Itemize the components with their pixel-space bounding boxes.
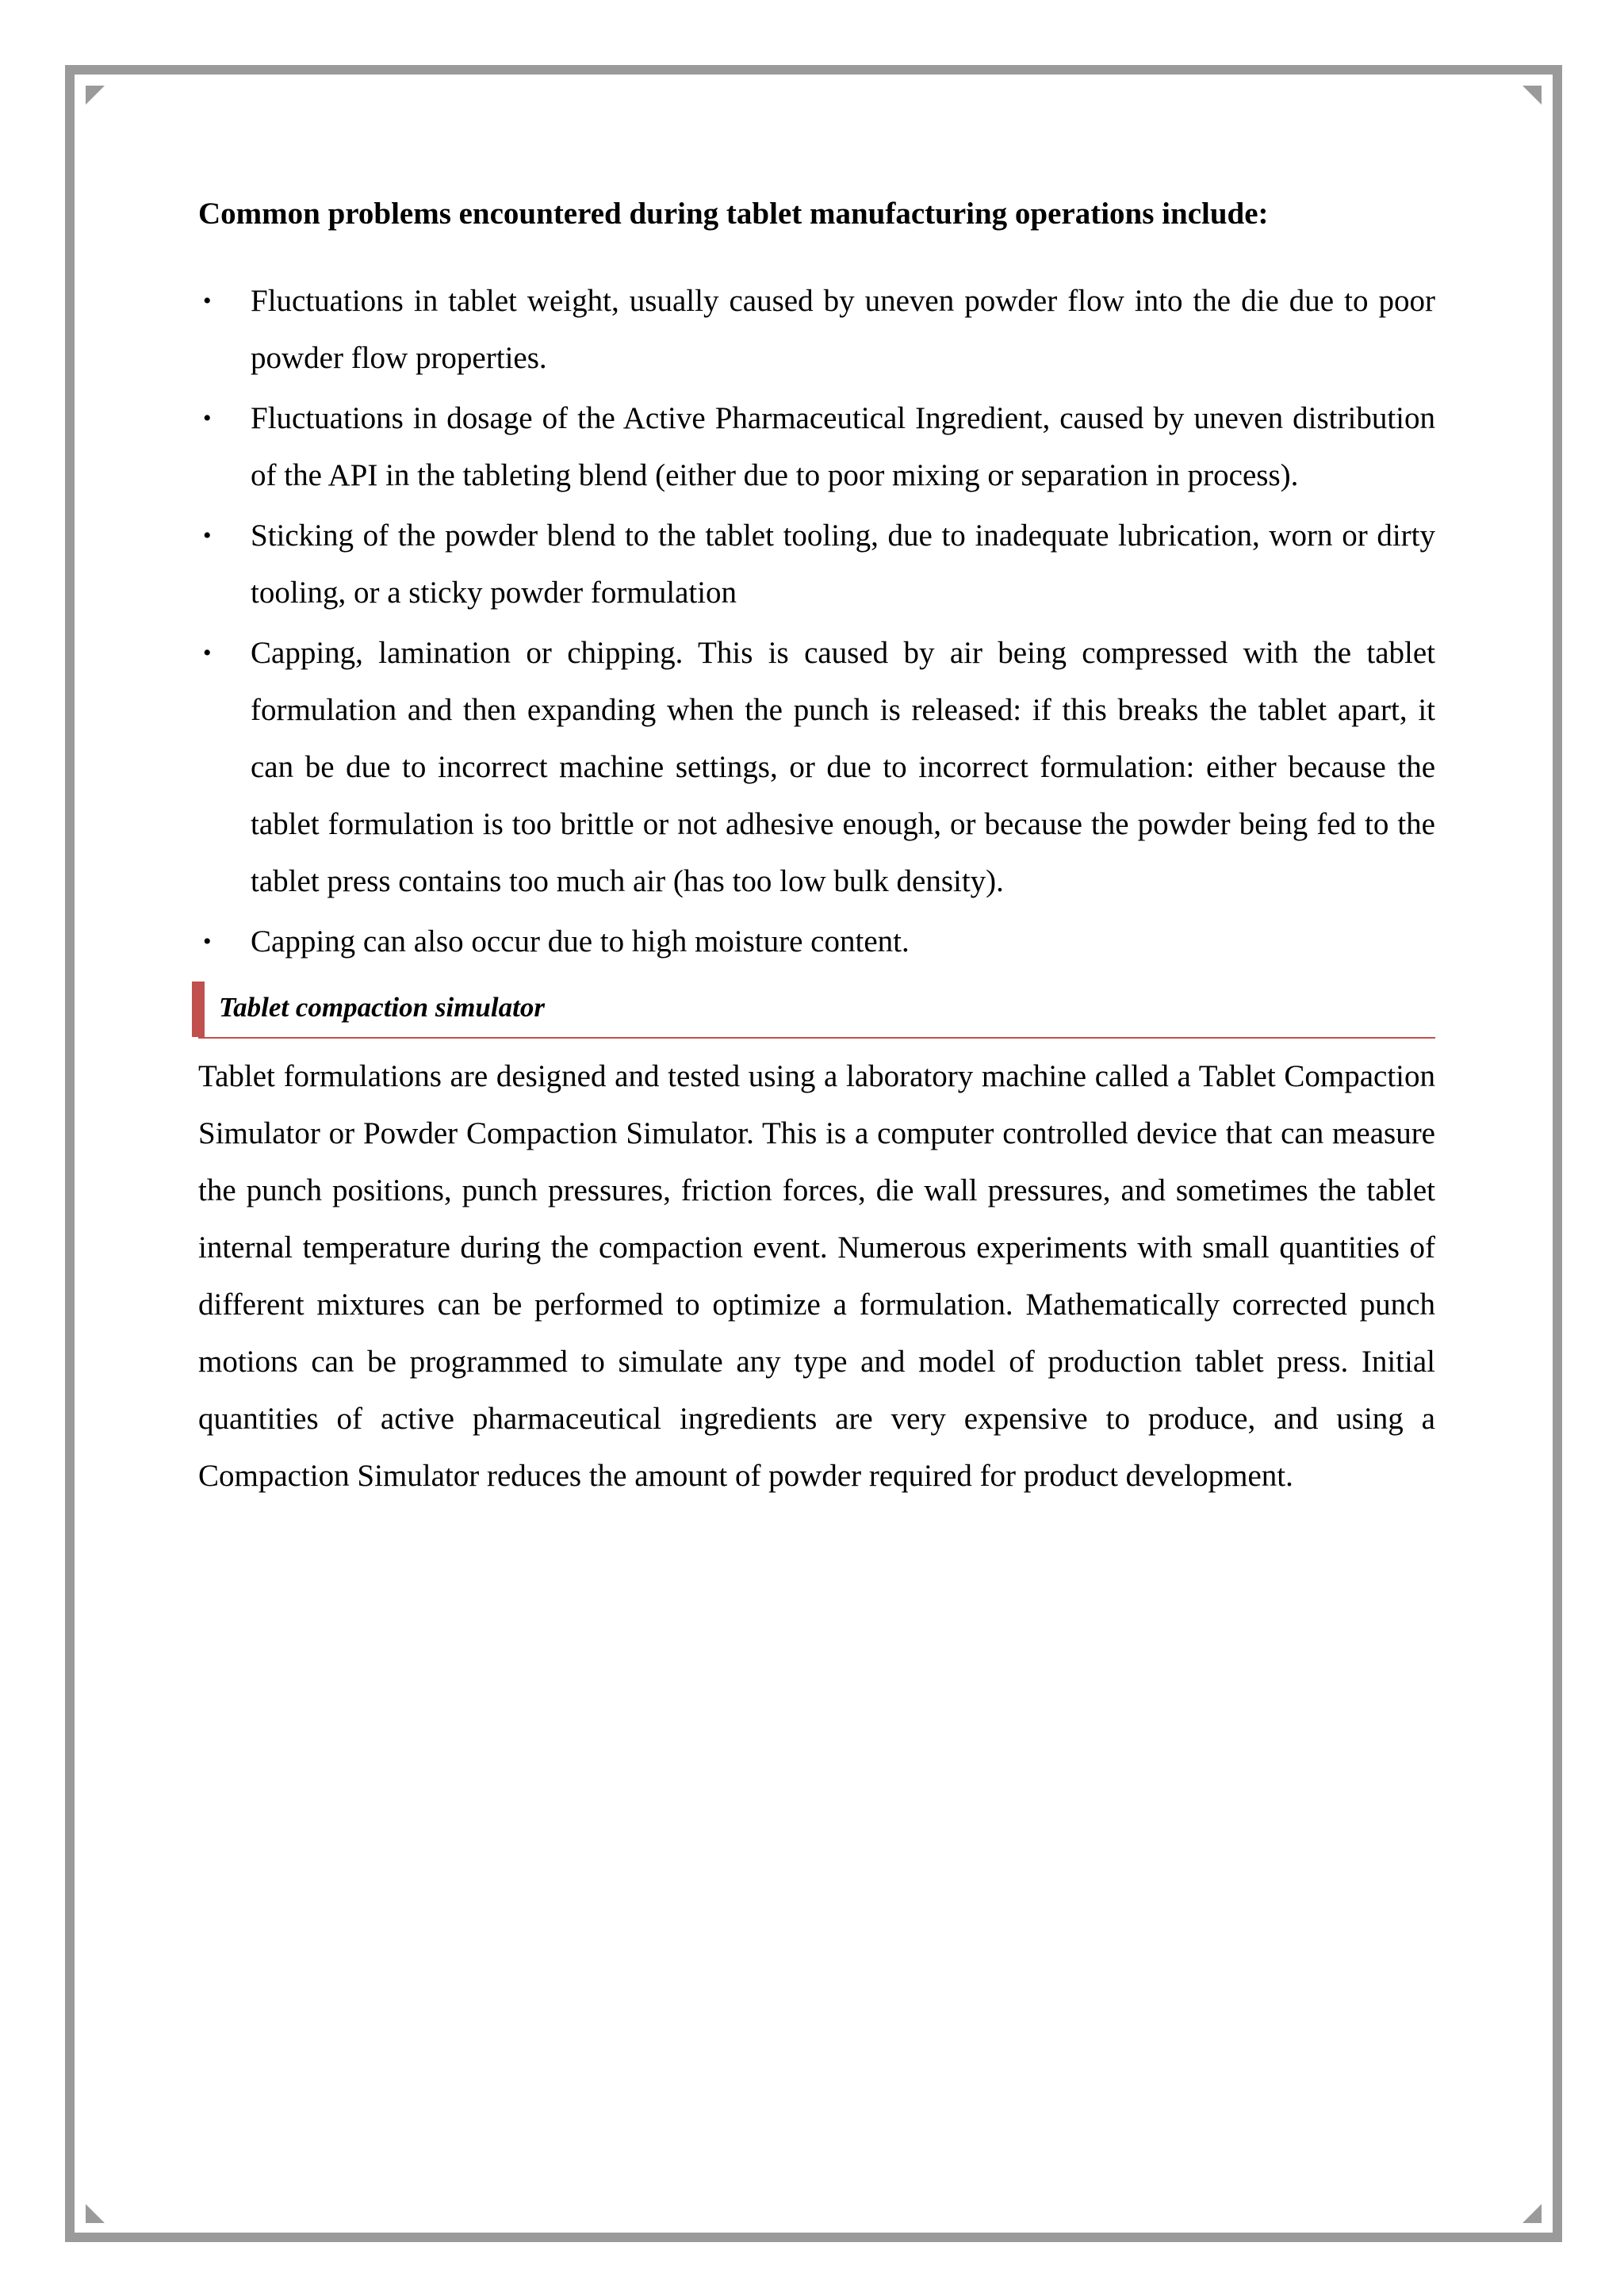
section-title: Tablet compaction simulator (219, 992, 545, 1023)
section-accent-bar (192, 982, 205, 1037)
list-item (198, 507, 1435, 622)
bullet-icon: • (203, 928, 212, 955)
frame-corner-triangle (1522, 2204, 1542, 2223)
section-heading (198, 982, 1435, 1039)
frame-corner-square (65, 65, 75, 75)
page-heading: Common problems encountered during tablet manufacturing operations include: (198, 197, 1269, 231)
list-item (198, 390, 1435, 504)
list-item-text: Fluctuations in dosage of the Active Pharmaceutical Ingredient, caused by uneven distribution of the API in the tableting blend (either due to poor mixing or separation in process). (251, 401, 1435, 492)
frame-bottom-border (65, 2233, 1562, 2242)
list-item-text: Capping can also occur due to high moisture content. (251, 924, 910, 959)
frame-corner-triangle (86, 86, 105, 105)
frame-corner-square (65, 2233, 75, 2242)
problems-list (198, 273, 1435, 970)
list-item-text: Capping, lamination or chipping. This is caused by air being compressed with the tablet formulation and then expanding when the punch is released: if this breaks the tablet apart, it can be due to incorrect machine settings, or due to incorrect formulation: either because the tablet formulation is too brittle or not adhesive enough, or because the powder being fed to the tablet press contains too much air (has too low bulk density). (251, 636, 1435, 898)
frame-corner-square (1553, 65, 1562, 75)
list-item (198, 273, 1435, 387)
bullet-icon: • (203, 522, 212, 549)
section-paragraph: Tablet formulations are designed and tested using a laboratory machine called a Tablet Compaction Simulator or Powder Compaction Simulator. This is a computer controlled device that can measure the punch positions, punch pressures, friction forces, die wall pressures, and sometimes the tablet internal temperature during the compaction event. Numerous experiments with small quantities of different mixtures can be performed to optimize a formulation. Mathematically corrected punch motions can be programmed to simulate any type and model of production tablet press. Initial quantities of active pharmaceutical ingredients are very expensive to produce, and using a Compaction Simulator reduces the amount of powder required for product development. (198, 1059, 1435, 1493)
list-item-text: Sticking of the powder blend to the tablet tooling, due to inadequate lubrication, worn or dirty tooling, or a sticky powder formulation (251, 519, 1435, 610)
list-item (198, 913, 1435, 970)
frame-corner-triangle (86, 2204, 105, 2223)
frame-corner-square (1553, 2233, 1562, 2242)
frame-left-border (65, 65, 75, 2242)
frame-top-border (65, 65, 1562, 75)
frame-corner-triangle (1522, 86, 1542, 105)
page-content (198, 190, 1435, 1536)
frame-right-border (1553, 65, 1562, 2242)
bullet-icon: • (203, 288, 212, 314)
list-item-text: Fluctuations in tablet weight, usually caused by uneven powder flow into the die due to poor powder flow properties. (251, 284, 1435, 375)
bullet-icon: • (203, 640, 212, 666)
list-item (198, 625, 1435, 910)
bullet-icon: • (203, 405, 212, 431)
